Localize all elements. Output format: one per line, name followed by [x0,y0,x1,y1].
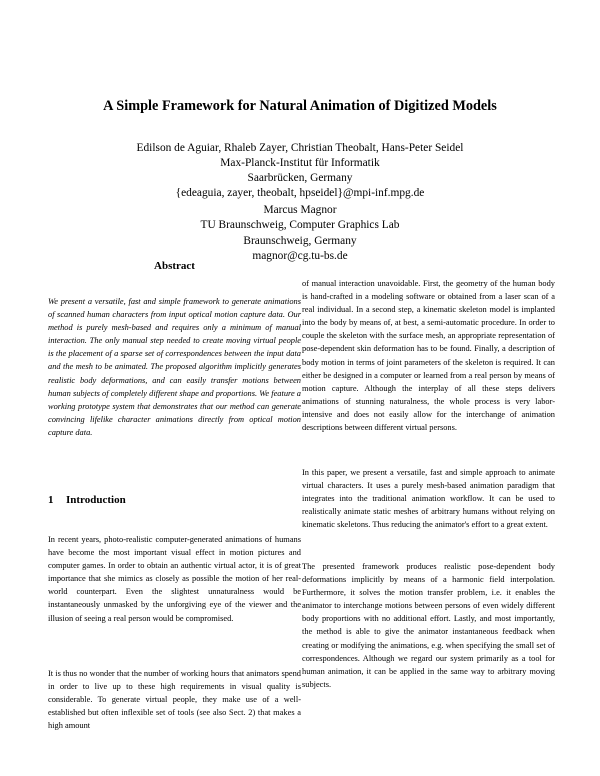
author-email: {edeaguia, zayer, theobalt, hpseidel}@mpi-inf.mpg.de [175,187,425,200]
author-city-2: Braunschweig, Germany [243,234,357,247]
paper-title: A Simple Framework for Natural Animation of Digitized Models [103,98,497,114]
paragraph-intro-2: It is thus no wonder that the number of working hours that animators spend in order to live up to these high requirements in visual quality is considerable. To generate virtual people, they make use of a well-established but often inflexible set of tools (see also Sect. 2) that makes a high amount [48,669,301,731]
paragraph-intro-1: In recent years, photo-realistic computer-generated animations of humans have become the most important visual effect in motion pictures and computer games. In order to obtain an authentic virtual actor, it is of great importance that she mimics as closely as possible the motion of her real-world counterpart. Even the slightest unnaturalness would be instantaneously unmasked by the unforgiving eye of the viewer and the illusion of seeing a real person would be compromised. [48,535,301,623]
section-heading-introduction [48,493,301,507]
paragraph-intro-5: The presented framework produces realistic pose-dependent body deformations implicitly by means of a harmonic field interpolation. Furthermore, it solves the motion transfer problem, i.e. it enables the animator to interchange motions between persons of even widely different body proportions with no additional effort. Lastly, and most importantly, the method is able to give the animator instantaneous feedback when creating or modifying the animations, e.g. when specifying the small set of correspondences. Although we regard our system primarily as a tool for human animation, it can be applied in the same way to arbitrary moving subjects. [302,562,555,689]
author-name-2: Marcus Magnor [263,204,337,217]
paragraph-intro-4: In this paper, we present a versatile, fast and simple approach to animate virtual characters. It uses a purely mesh-based animation paradigm that integrates into the traditional animation workflow. It can be used to realistically animate static meshes of arbitrary humans without relying on kinematic skeletons. Thus reducing the animator's effort to a great extent. [302,468,555,530]
author-institute-2: TU Braunschweig, Computer Graphics Lab [200,219,400,232]
author-names: Edilson de Aguiar, Rhaleb Zayer, Christian Theobalt, Hans-Peter Seidel [136,142,464,154]
author-institute: Max-Planck-Institut für Informatik [220,157,380,170]
section-number: 1 [48,494,54,506]
author-city: Saarbrücken, Germany [247,172,353,185]
author-block [0,141,600,264]
author-email-2: magnor@cg.tu-bs.de [252,249,348,262]
abstract-text: We present a versatile, fast and simple framework to generate animations of scanned human characters from input optical motion capture data. Our method is purely mesh-based and requires only a minimum of manual interaction. The only manual step needed to create moving virtual people is the placement of a sparse set of correspondences between the input data and the mesh to be animated. The proposed algorithm implicitly generates realistic body deformations, and can easily transfer motions between human subjects of completely different shape and proportions. We feature a working prototype system that demonstrates that our method can generate convincing lifelike character animations directly from optical motion capture data. [48,297,301,437]
abstract-heading: Abstract [154,260,195,272]
paragraph-intro-3: of manual interaction unavoidable. First, the geometry of the human body is hand-crafted in a modeling software or obtained from a laser scan of a real individual. In a second step, a kinematic skeleton model is implanted into the body by means of, at best, a semi-automatic procedure. In order to couple the skeleton with the surface mesh, an appropriate representation of pose-dependent skin deformation has to be found. Finally, a description of body motion in terms of joint parameters of the skeleton is required. It can either be designed in a computer or learned from a real person by means of motion capture. Although the interplay of all these steps delivers animations of stunning naturalness, the whole process is very labor-intensive and does not easily allow for the interchange of animation descriptions between different virtual persons. [302,279,555,433]
section-title: Introduction [66,494,126,506]
